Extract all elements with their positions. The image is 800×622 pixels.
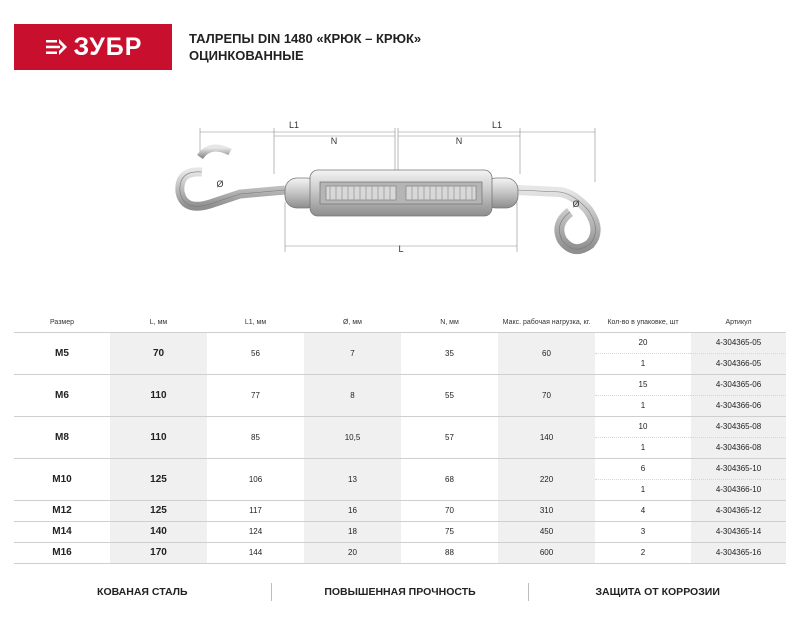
cell-qty: 15 bbox=[595, 374, 691, 395]
cell-load: 220 bbox=[498, 458, 595, 500]
col-header-l: L, мм bbox=[110, 313, 207, 332]
cell-load: 70 bbox=[498, 374, 595, 416]
cell-n: 55 bbox=[401, 374, 498, 416]
cell-sku: 4-304365-12 bbox=[691, 500, 786, 521]
table-header-row bbox=[14, 313, 786, 332]
spec-table bbox=[14, 313, 786, 564]
cell-n: 88 bbox=[401, 542, 498, 563]
cell-qty: 6 bbox=[595, 458, 691, 479]
cell-l1: 85 bbox=[207, 416, 304, 458]
col-header-l1: L1, мм bbox=[207, 313, 304, 332]
dim-label-l1-right: L1 bbox=[491, 120, 503, 130]
feature-corrosion-protection: ЗАЩИТА ОТ КОРРОЗИИ bbox=[595, 586, 720, 598]
table-row bbox=[14, 332, 786, 353]
cell-qty: 1 bbox=[595, 437, 691, 458]
cell-size: M12 bbox=[14, 500, 110, 521]
cell-sku: 4-304365-06 bbox=[691, 374, 786, 395]
cell-size: M8 bbox=[14, 416, 110, 458]
cell-sku: 4-304366-08 bbox=[691, 437, 786, 458]
cell-diameter: 16 bbox=[304, 500, 401, 521]
table-row bbox=[14, 521, 786, 542]
col-header-load: Макс. рабочая нагрузка, кг. bbox=[498, 313, 595, 332]
cell-sku: 4-304366-06 bbox=[691, 395, 786, 416]
cell-size: M16 bbox=[14, 542, 110, 563]
col-header-qty: Кол-во в упаковке, шт bbox=[595, 313, 691, 332]
dim-label-n-right: N bbox=[455, 136, 463, 146]
cell-size: M14 bbox=[14, 521, 110, 542]
cell-sku: 4-304366-05 bbox=[691, 353, 786, 374]
col-header-n: N, мм bbox=[401, 313, 498, 332]
cell-l: 125 bbox=[110, 458, 207, 500]
dim-label-l: L bbox=[398, 244, 404, 254]
cell-load: 600 bbox=[498, 542, 595, 563]
cell-l1: 144 bbox=[207, 542, 304, 563]
feature-forged-steel: КОВАНАЯ СТАЛЬ bbox=[97, 586, 188, 598]
cell-l1: 56 bbox=[207, 332, 304, 374]
cell-sku: 4-304365-08 bbox=[691, 416, 786, 437]
cell-l1: 124 bbox=[207, 521, 304, 542]
cell-l: 140 bbox=[110, 521, 207, 542]
cell-qty: 1 bbox=[595, 479, 691, 500]
turnbuckle-diagram bbox=[170, 112, 610, 262]
cell-qty: 10 bbox=[595, 416, 691, 437]
cell-qty: 2 bbox=[595, 542, 691, 563]
cell-l: 110 bbox=[110, 416, 207, 458]
cell-sku: 4-304365-10 bbox=[691, 458, 786, 479]
cell-n: 70 bbox=[401, 500, 498, 521]
cell-diameter: 18 bbox=[304, 521, 401, 542]
cell-load: 60 bbox=[498, 332, 595, 374]
cell-load: 310 bbox=[498, 500, 595, 521]
dim-label-dia-left: Ø bbox=[216, 179, 224, 189]
cell-l1: 117 bbox=[207, 500, 304, 521]
table-row bbox=[14, 542, 786, 563]
col-header-sku: Артикул bbox=[691, 313, 786, 332]
table-row bbox=[14, 500, 786, 521]
table-row bbox=[14, 416, 786, 437]
brand-logo bbox=[14, 24, 172, 70]
dim-label-n-left: N bbox=[330, 136, 338, 146]
page-title bbox=[189, 30, 421, 64]
brand-arrow-icon bbox=[44, 37, 68, 57]
cell-n: 57 bbox=[401, 416, 498, 458]
cell-load: 140 bbox=[498, 416, 595, 458]
cell-l1: 106 bbox=[207, 458, 304, 500]
cell-qty: 20 bbox=[595, 332, 691, 353]
col-header-diameter: Ø, мм bbox=[304, 313, 401, 332]
cell-sku: 4-304365-05 bbox=[691, 332, 786, 353]
cell-l: 110 bbox=[110, 374, 207, 416]
cell-size: M6 bbox=[14, 374, 110, 416]
cell-qty: 1 bbox=[595, 395, 691, 416]
cell-sku: 4-304365-16 bbox=[691, 542, 786, 563]
cell-sku: 4-304366-10 bbox=[691, 479, 786, 500]
title-line-1: ТАЛРЕПЫ DIN 1480 «КРЮК – КРЮК» bbox=[189, 31, 422, 46]
cell-l: 170 bbox=[110, 542, 207, 563]
cell-l1: 77 bbox=[207, 374, 304, 416]
cell-diameter: 10,5 bbox=[304, 416, 401, 458]
cell-n: 75 bbox=[401, 521, 498, 542]
cell-size: M10 bbox=[14, 458, 110, 500]
feature-strip bbox=[14, 578, 786, 606]
cell-diameter: 8 bbox=[304, 374, 401, 416]
table-row bbox=[14, 458, 786, 479]
cell-load: 450 bbox=[498, 521, 595, 542]
cell-diameter: 7 bbox=[304, 332, 401, 374]
cell-qty: 1 bbox=[595, 353, 691, 374]
dim-label-dia-right: Ø bbox=[572, 199, 580, 209]
cell-qty: 3 bbox=[595, 521, 691, 542]
table-row bbox=[14, 374, 786, 395]
feature-high-strength: ПОВЫШЕННАЯ ПРОЧНОСТЬ bbox=[324, 586, 476, 598]
dim-label-l1-left: L1 bbox=[288, 120, 300, 130]
col-header-size: Размер bbox=[14, 313, 110, 332]
title-line-2: ОЦИНКОВАННЫЕ bbox=[189, 48, 304, 63]
cell-sku: 4-304365-14 bbox=[691, 521, 786, 542]
cell-diameter: 20 bbox=[304, 542, 401, 563]
cell-l: 125 bbox=[110, 500, 207, 521]
cell-diameter: 13 bbox=[304, 458, 401, 500]
cell-qty: 4 bbox=[595, 500, 691, 521]
cell-size: M5 bbox=[14, 332, 110, 374]
brand-name: ЗУБР bbox=[73, 32, 143, 61]
cell-n: 68 bbox=[401, 458, 498, 500]
cell-l: 70 bbox=[110, 332, 207, 374]
cell-n: 35 bbox=[401, 332, 498, 374]
